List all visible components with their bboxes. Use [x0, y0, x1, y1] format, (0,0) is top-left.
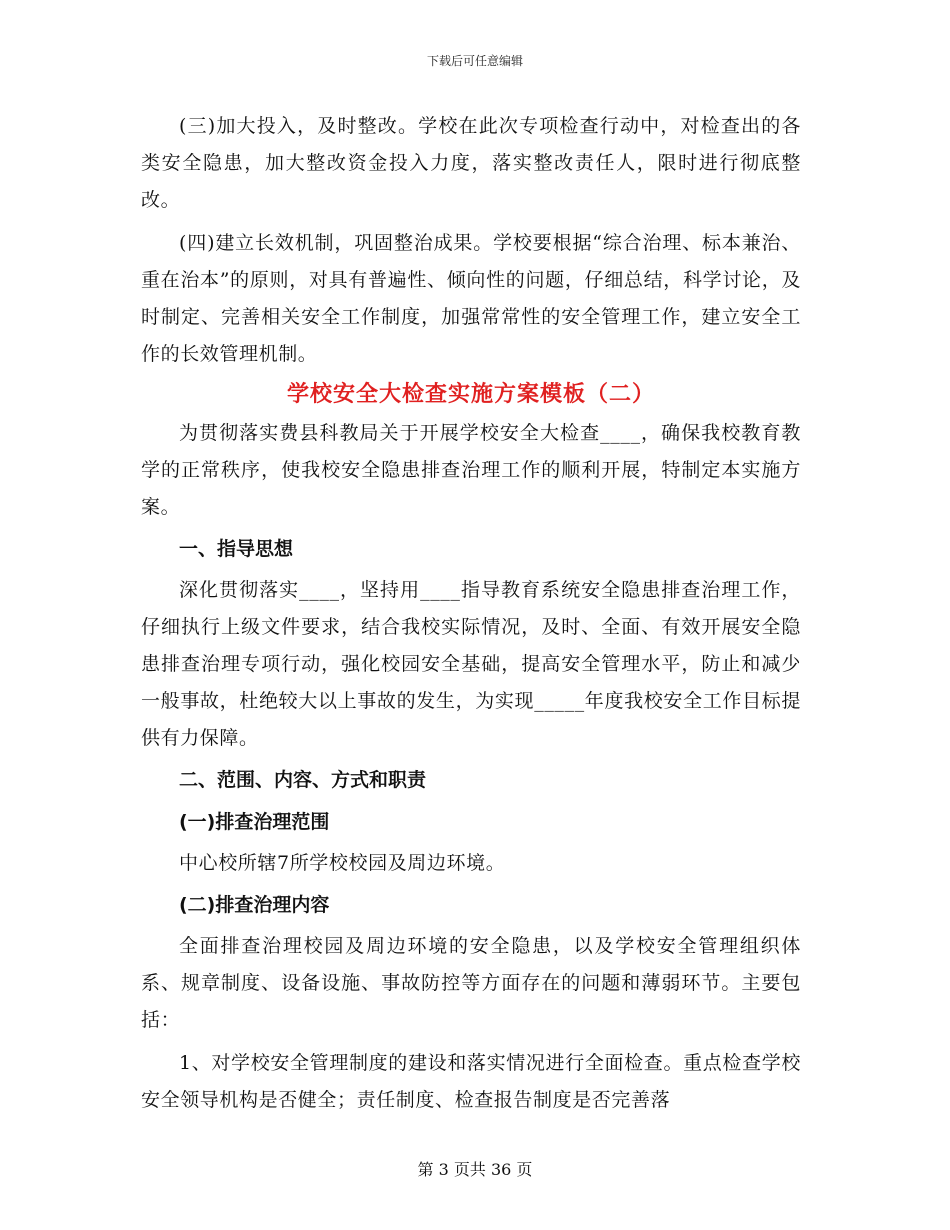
section-heading-guiding-ideology: 一、指导思想 [179, 538, 294, 560]
page-header-note: 下载后可任意编辑 [426, 54, 523, 68]
page-number: 第 3 页共 36 页 [417, 1160, 533, 1179]
document-body [141, 108, 801, 1119]
paragraph-long-term-mechanism: (四)建立长效机制，巩固整治成果。学校要根据“综合治理、标本兼治、重在治本”的原则，对具有普遍性、倾向性的问题，仔细总结，科学讨论，及时制定、完善相关安全工作制度，加强常常性的安全管理工作，建立安全工作的长效管理机制。 [141, 232, 801, 365]
subsection-heading-scope: (一)排查治理范围 [179, 811, 330, 833]
paragraph-guiding-ideology: 深化贯彻落实____，坚持用____指导教育系统安全隐患排查治理工作，仔细执行上级文件要求，结合我校实际情况，及时、全面、有效开展安全隐患排查治理专项行动，强化校园安全基础，提高安全管理水平，防止和减少一般事故，杜绝较大以上事故的发生，为实现_____年度我校安全工作目标提供有力保障。 [141, 579, 801, 749]
document-title: 学校安全大检查实施方案模板（二） [286, 382, 655, 407]
paragraph-rectification: (三)加大投入，及时整改。学校在此次专项检查行动中，对检查出的各类安全隐患，加大整改资金投入力度，落实整改责任人，限时进行彻底整改。 [141, 115, 801, 211]
section-heading-scope: 二、范围、内容、方式和职责 [179, 769, 427, 791]
paragraph-scope: 中心校所辖7所学校校园及周边环境。 [179, 852, 506, 874]
paragraph-content: 全面排查治理校园及周边环境的安全隐患，以及学校安全管理组织体系、规章制度、设备设施、事故防控等方面存在的问题和薄弱环节。主要包括： [141, 935, 801, 1031]
paragraph-item-1: 1、对学校安全管理制度的建设和落实情况进行全面检查。重点检查学校安全领导机构是否健全；责任制度、检查报告制度是否完善落 [141, 1052, 801, 1111]
paragraph-intro: 为贯彻落实费县科教局关于开展学校安全大检查____，确保我校教育教学的正常秩序，使我校安全隐患排查治理工作的顺利开展，特制定本实施方案。 [141, 422, 801, 518]
subsection-heading-content: (二)排查治理内容 [179, 894, 330, 916]
